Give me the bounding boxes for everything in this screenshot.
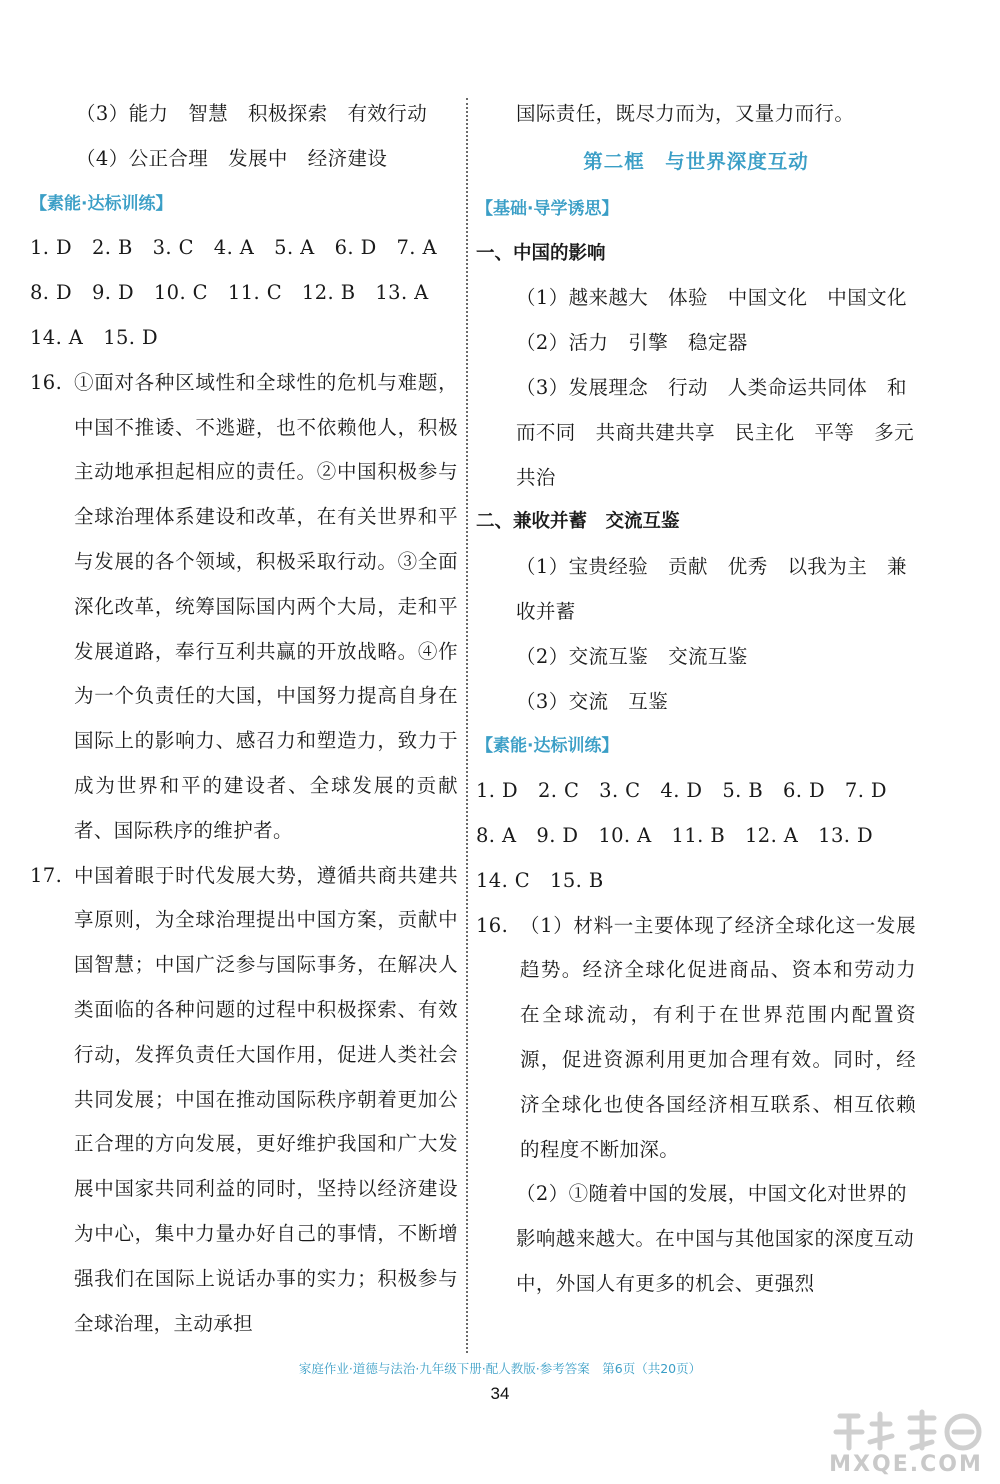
page-footer: 家庭作业·道德与法治·九年级下册·配人教版·参考答案 第6页（共20页） [298,1361,702,1376]
answer-text: 中国着眼于时代发展大势，遵循共商共建共享原则，为全球治理提出中国方案，贡献中国智慧；中国广泛参与国际事务，在解决人类面临的各种问题的过程中积极探索、有效行动，发挥负责任大国作用，促进人类社会共同发展；中国在推动国际秩序朝着更加公正合理的方向发展，更好维护我国和广大发展中国家共同利益的同时，坚持以经济建设为中心，集中力量办好自己的事情，不断增强我们在国际上说话办事的实力；积极参与全球治理，主动承担 [74,863,458,1335]
choice-answers: 1. D 2. C 3. C 4. D 5. B 6. D 7. D [476,779,887,803]
sub-heading: 二、兼收并蓄 交流互鉴 [476,511,680,533]
section-label: 【素能·达标训练】 [476,736,619,757]
question-16-answer [30,361,458,854]
answer-paragraph: （2）①随着中国的发展，中国文化对世界的影响越来越大。在中国与其他国家的深度互动中，外国人有更多的机会、更强烈 [516,1182,915,1295]
choice-answers: 14. C 15. B [476,868,604,892]
page-number: 34 [490,1384,510,1403]
continued-text: 国际责任，既尽力而为，又量力而行。 [516,102,855,125]
answer-paragraph: （1）越来越大 体验 中国文化 中国文化 [516,286,907,310]
choice-answers: 14. A 15. D [30,325,159,349]
section-label: 【素能·达标训练】 [30,193,173,214]
column-divider [466,98,468,1353]
watermark-text: MXQE.COM [829,1452,983,1477]
question-number: 16. [30,370,63,394]
watermark-logo [818,1402,994,1482]
answer-text: （1）材料一主要体现了经济全球化这一发展趋势。经济全球化促进商品、资本和劳动力在全球流动，有利于在世界范围内配置资源，促进资源利用更加合理有效。同时，经济全球化也使各国经济相互联系、相互依赖的程度不断加深。 [520,913,916,1161]
answer-line: （4）公正合理 发展中 经济建设 [76,146,388,170]
answer-paragraph: （3）交流 互鉴 [516,689,669,713]
section-label: 【基础·导学诱思】 [476,198,619,219]
right-column [476,92,916,1307]
question-16-answer [476,904,916,1173]
watermark-icon [818,1402,994,1458]
sub-heading: 一、中国的影响 [476,242,606,264]
answer-line: （3）能力 智慧 积极探索 有效行动 [76,102,428,125]
question-17-answer [30,854,458,1347]
choice-answers: 8. A 9. D 10. A 11. B 12. A 13. D [476,823,873,847]
question-number: 17. [30,863,63,887]
answer-paragraph: （2）活力 引擎 稳定器 [516,331,748,355]
answer-paragraph: （3）发展理念 行动 人类命运共同体 和而不同 共商共建共享 民主化 平等 多元共治 [516,375,915,489]
choice-answers: 8. D 9. D 10. C 11. C 12. B 13. A [30,281,429,305]
left-column [30,92,458,1346]
answer-paragraph: （2）交流互鉴 交流互鉴 [516,644,748,668]
question-number: 16. [476,913,509,937]
answer-paragraph: （1）宝贵经验 贡献 优秀 以我为主 兼收并蓄 [516,555,907,623]
section-title: 第二框 与世界深度互动 [583,149,809,173]
answer-text: ①面对各种区域性和全球性的危机与难题，中国不推诿、不逃避，也不依赖他人，积极主动地承担起相应的责任。②中国积极参与全球治理体系建设和改革，在有关世界和平与发展的各个领域，积极采取行动。③全面深化改革，统筹国际国内两个大局，走和平发展道路，奉行互利共赢的开放战略。④作为一个负责任的大国，中国努力提高自身在国际上的影响力、感召力和塑造力，致力于成为世界和平的建设者、全球发展的贡献者、国际秩序的维护者。 [74,370,458,842]
choice-answers: 1. D 2. B 3. C 4. A 5. A 6. D 7. A [30,236,437,260]
